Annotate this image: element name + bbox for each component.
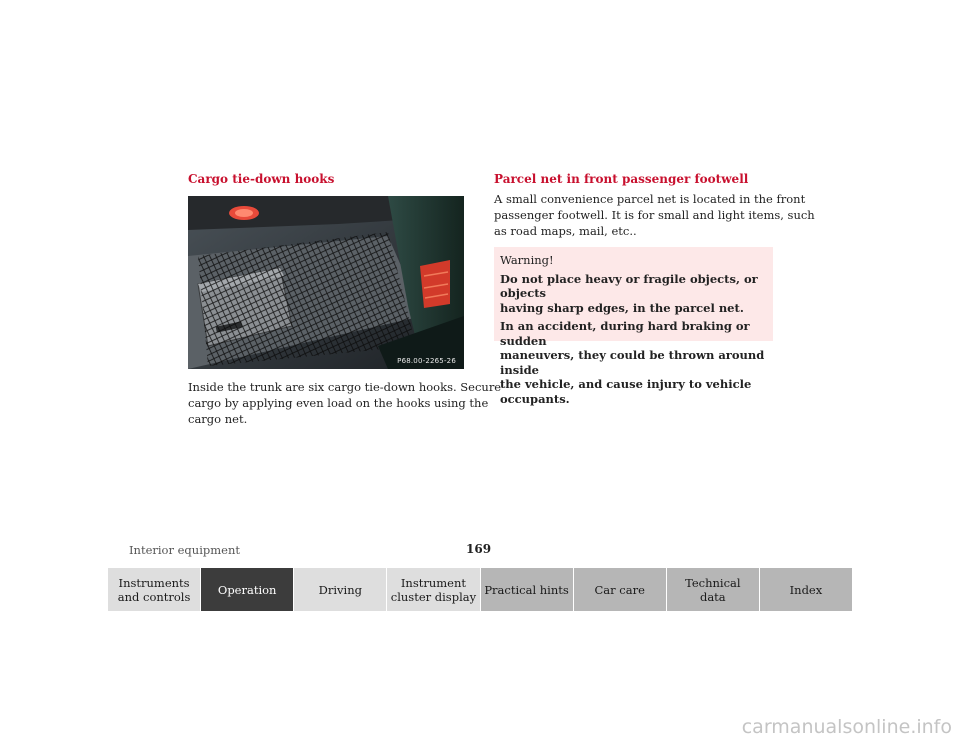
- figure-code: P68.00-2265-26: [397, 357, 456, 365]
- nav-technical-data[interactable]: Technical data: [667, 568, 760, 611]
- section-title: Interior equipment: [129, 543, 240, 557]
- section-nav-bar: [108, 568, 852, 611]
- text-line: passenger footwell. It is for small and light items, such: [494, 208, 815, 222]
- text-line: cargo by applying even load on the hooks using the: [188, 396, 489, 410]
- text-line: Do not place heavy or fragile objects, or objects: [500, 271, 758, 300]
- nav-instruments-and-controls[interactable]: Instruments and controls: [108, 568, 201, 611]
- text-line: Inside the trunk are six cargo tie-down hooks. Secure: [188, 380, 502, 394]
- nav-index[interactable]: Index: [760, 568, 852, 611]
- text-line: maneuvers, they could be thrown around inside: [500, 348, 765, 377]
- warning-paragraph-1: [500, 272, 767, 316]
- cargo-hooks-paragraph: [188, 379, 501, 427]
- heading-cargo-tie-down-hooks: Cargo tie-down hooks: [188, 172, 335, 186]
- nav-practical-hints[interactable]: Practical hints: [481, 568, 574, 611]
- text-line: as road maps, mail, etc..: [494, 224, 637, 238]
- nav-car-care[interactable]: Car care: [574, 568, 667, 611]
- parcel-net-paragraph: [494, 191, 815, 239]
- text-line: the vehicle, and cause injury to vehicle occupants.: [500, 377, 752, 406]
- text-line: having sharp edges, in the parcel net.: [500, 300, 744, 315]
- trunk-cargo-net-illustration: [188, 196, 464, 369]
- text-line: cargo net.: [188, 412, 248, 426]
- nav-operation[interactable]: Operation: [201, 568, 294, 611]
- nav-instrument-cluster-display[interactable]: Instrument cluster display: [387, 568, 480, 611]
- nav-driving[interactable]: Driving: [294, 568, 387, 611]
- warning-paragraph-2: [500, 319, 767, 406]
- page-number: 169: [466, 542, 492, 556]
- warning-title: Warning!: [500, 253, 554, 267]
- text-line: A small convenience parcel net is located in the front: [494, 192, 806, 206]
- watermark: carmanualsonline.info: [741, 716, 952, 738]
- trunk-illustration-graphic: [188, 196, 464, 369]
- heading-parcel-net: Parcel net in front passenger footwell: [494, 172, 749, 186]
- text-line: In an accident, during hard braking or sudden: [500, 319, 750, 348]
- warning-box: [494, 247, 773, 406]
